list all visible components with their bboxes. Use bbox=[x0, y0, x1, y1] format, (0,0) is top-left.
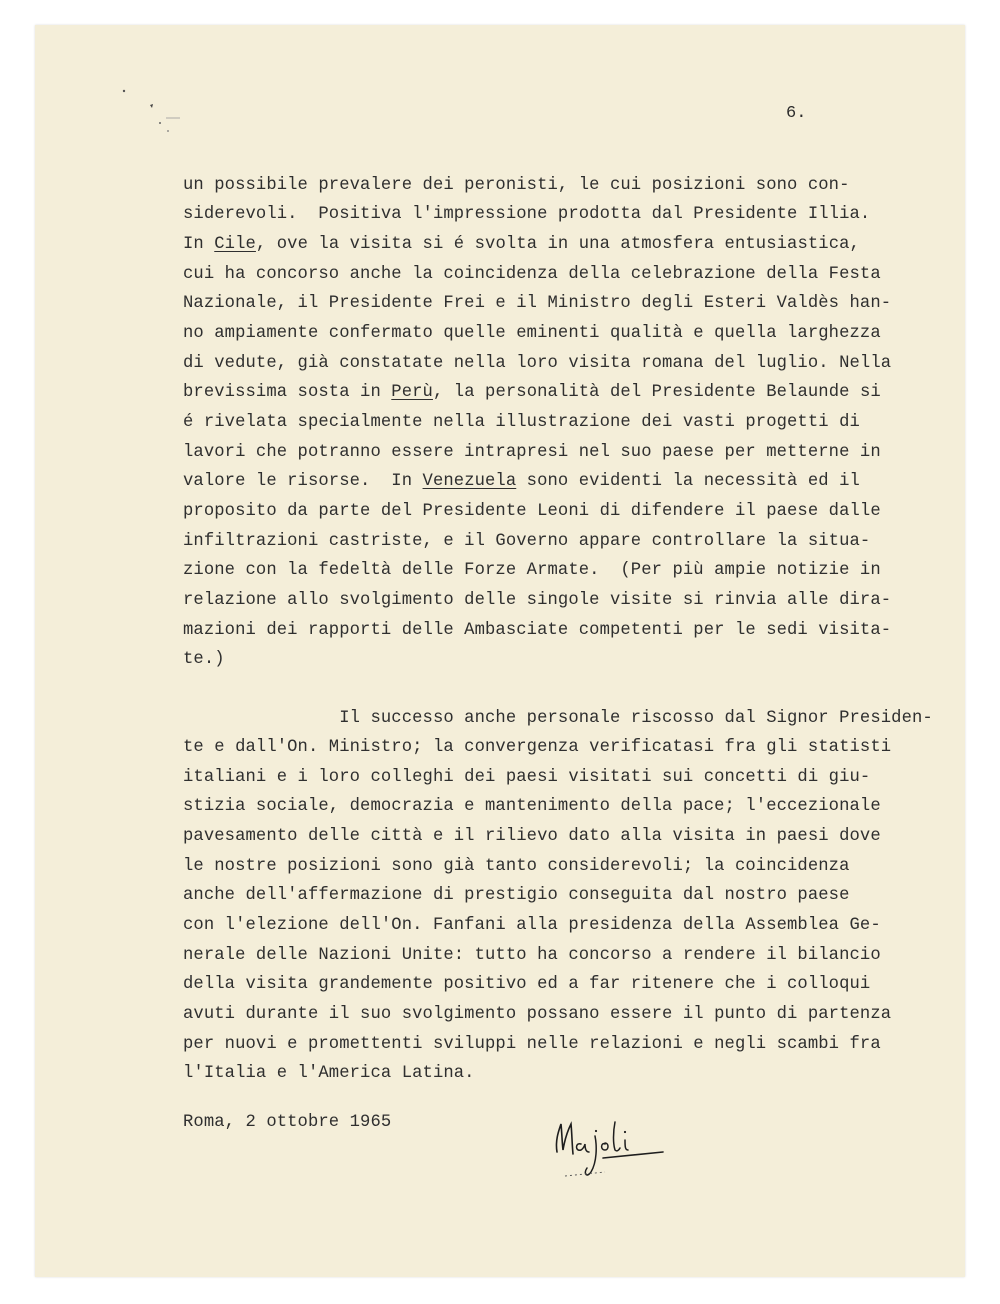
text-line: italiani e i loro colleghi dei paesi visitati sui concetti di giu- bbox=[183, 768, 871, 787]
text-line: con l'elezione dell'On. Fanfani alla presidenza della Assemblea Ge- bbox=[183, 916, 881, 935]
text-line: proposito da parte del Presidente Leoni di difendere il paese dalle bbox=[183, 502, 881, 521]
text-line: l'Italia e l'America Latina. bbox=[183, 1064, 475, 1083]
text-line: anche dell'affermazione di prestigio conseguita dal nostro paese bbox=[183, 886, 850, 905]
text-line: te.) bbox=[183, 650, 225, 669]
paper-specks-decoration bbox=[120, 83, 180, 143]
text-line: stizia sociale, democrazia e mantenimento della pace; l'eccezionale bbox=[183, 797, 881, 816]
text-line: infiltrazioni castriste, e il Governo appare controllare la situa- bbox=[183, 532, 871, 551]
text-line: della visita grandemente positivo ed a far ritenere che i colloqui bbox=[183, 975, 871, 994]
place-date: Roma, 2 ottobre 1965 bbox=[183, 1113, 392, 1132]
text-line: mazioni dei rapporti delle Ambasciate competenti per le sedi visita- bbox=[183, 621, 892, 640]
page-number: 6. bbox=[786, 104, 807, 123]
text-line: nerale delle Nazioni Unite: tutto ha concorso a rendere il bilancio bbox=[183, 946, 881, 965]
text-line: relazione allo svolgimento delle singole visite si rinvia alle dira- bbox=[183, 591, 892, 610]
text-fragment: sono evidenti la necessità ed il bbox=[516, 472, 860, 491]
underlined-country-peru: Perù bbox=[391, 383, 433, 402]
text-line: le nostre posizioni sono già tanto considerevoli; la coincidenza bbox=[183, 857, 850, 876]
text-line: cui ha concorso anche la coincidenza della celebrazione della Festa bbox=[183, 265, 881, 284]
text-line: per nuovi e promettenti sviluppi nelle relazioni e negli scambi fra bbox=[183, 1035, 881, 1054]
text-line: di vedute, già constatate nella loro visita romana del luglio. Nella bbox=[183, 354, 892, 373]
text-line: no ampiamente confermato quelle eminenti qualità e quella larghezza bbox=[183, 324, 881, 343]
text-line: te e dall'On. Ministro; la convergenza verificatasi fra gli statisti bbox=[183, 738, 892, 757]
text-fragment: In bbox=[183, 235, 215, 254]
text-line: Il successo anche personale riscosso dal Signor Presiden- bbox=[183, 709, 933, 728]
text-fragment: , ove la visita si é svolta in una atmosfera entusiastica, bbox=[255, 235, 860, 254]
text-fragment: , la personalità del Presidente Belaunde si bbox=[432, 383, 881, 402]
underlined-country-cile: Cile bbox=[214, 235, 256, 254]
text-line: pavesamento delle città e il rilievo dato alla visita in paesi dove bbox=[183, 827, 881, 846]
text-line: zione con la fedeltà delle Forze Armate. (Per più ampie notizie in bbox=[183, 561, 881, 580]
text-line: Nazionale, il Presidente Frei e il Ministro degli Esteri Valdès han- bbox=[183, 294, 892, 313]
text-line: siderevoli. Positiva l'impressione prodotta dal Presidente Illia. bbox=[183, 205, 871, 224]
text-fragment: valore le risorse. In bbox=[183, 472, 423, 491]
text-line: avuti durante il suo svolgimento possano essere il punto di partenza bbox=[183, 1005, 892, 1024]
text-line: lavori che potranno essere intrapresi nel suo paese per metterne in bbox=[183, 443, 881, 462]
text-line: un possibile prevalere dei peronisti, le cui posizioni sono con- bbox=[183, 176, 850, 195]
text-line: é rivelata specialmente nella illustrazione dei vasti progetti di bbox=[183, 413, 860, 432]
text-fragment: brevissima sosta in bbox=[183, 383, 392, 402]
underlined-country-venezuela: Venezuela bbox=[422, 472, 517, 491]
text-line bbox=[183, 472, 860, 491]
text-line bbox=[183, 235, 860, 254]
handwritten-signature bbox=[545, 1110, 675, 1200]
text-line bbox=[183, 383, 881, 402]
